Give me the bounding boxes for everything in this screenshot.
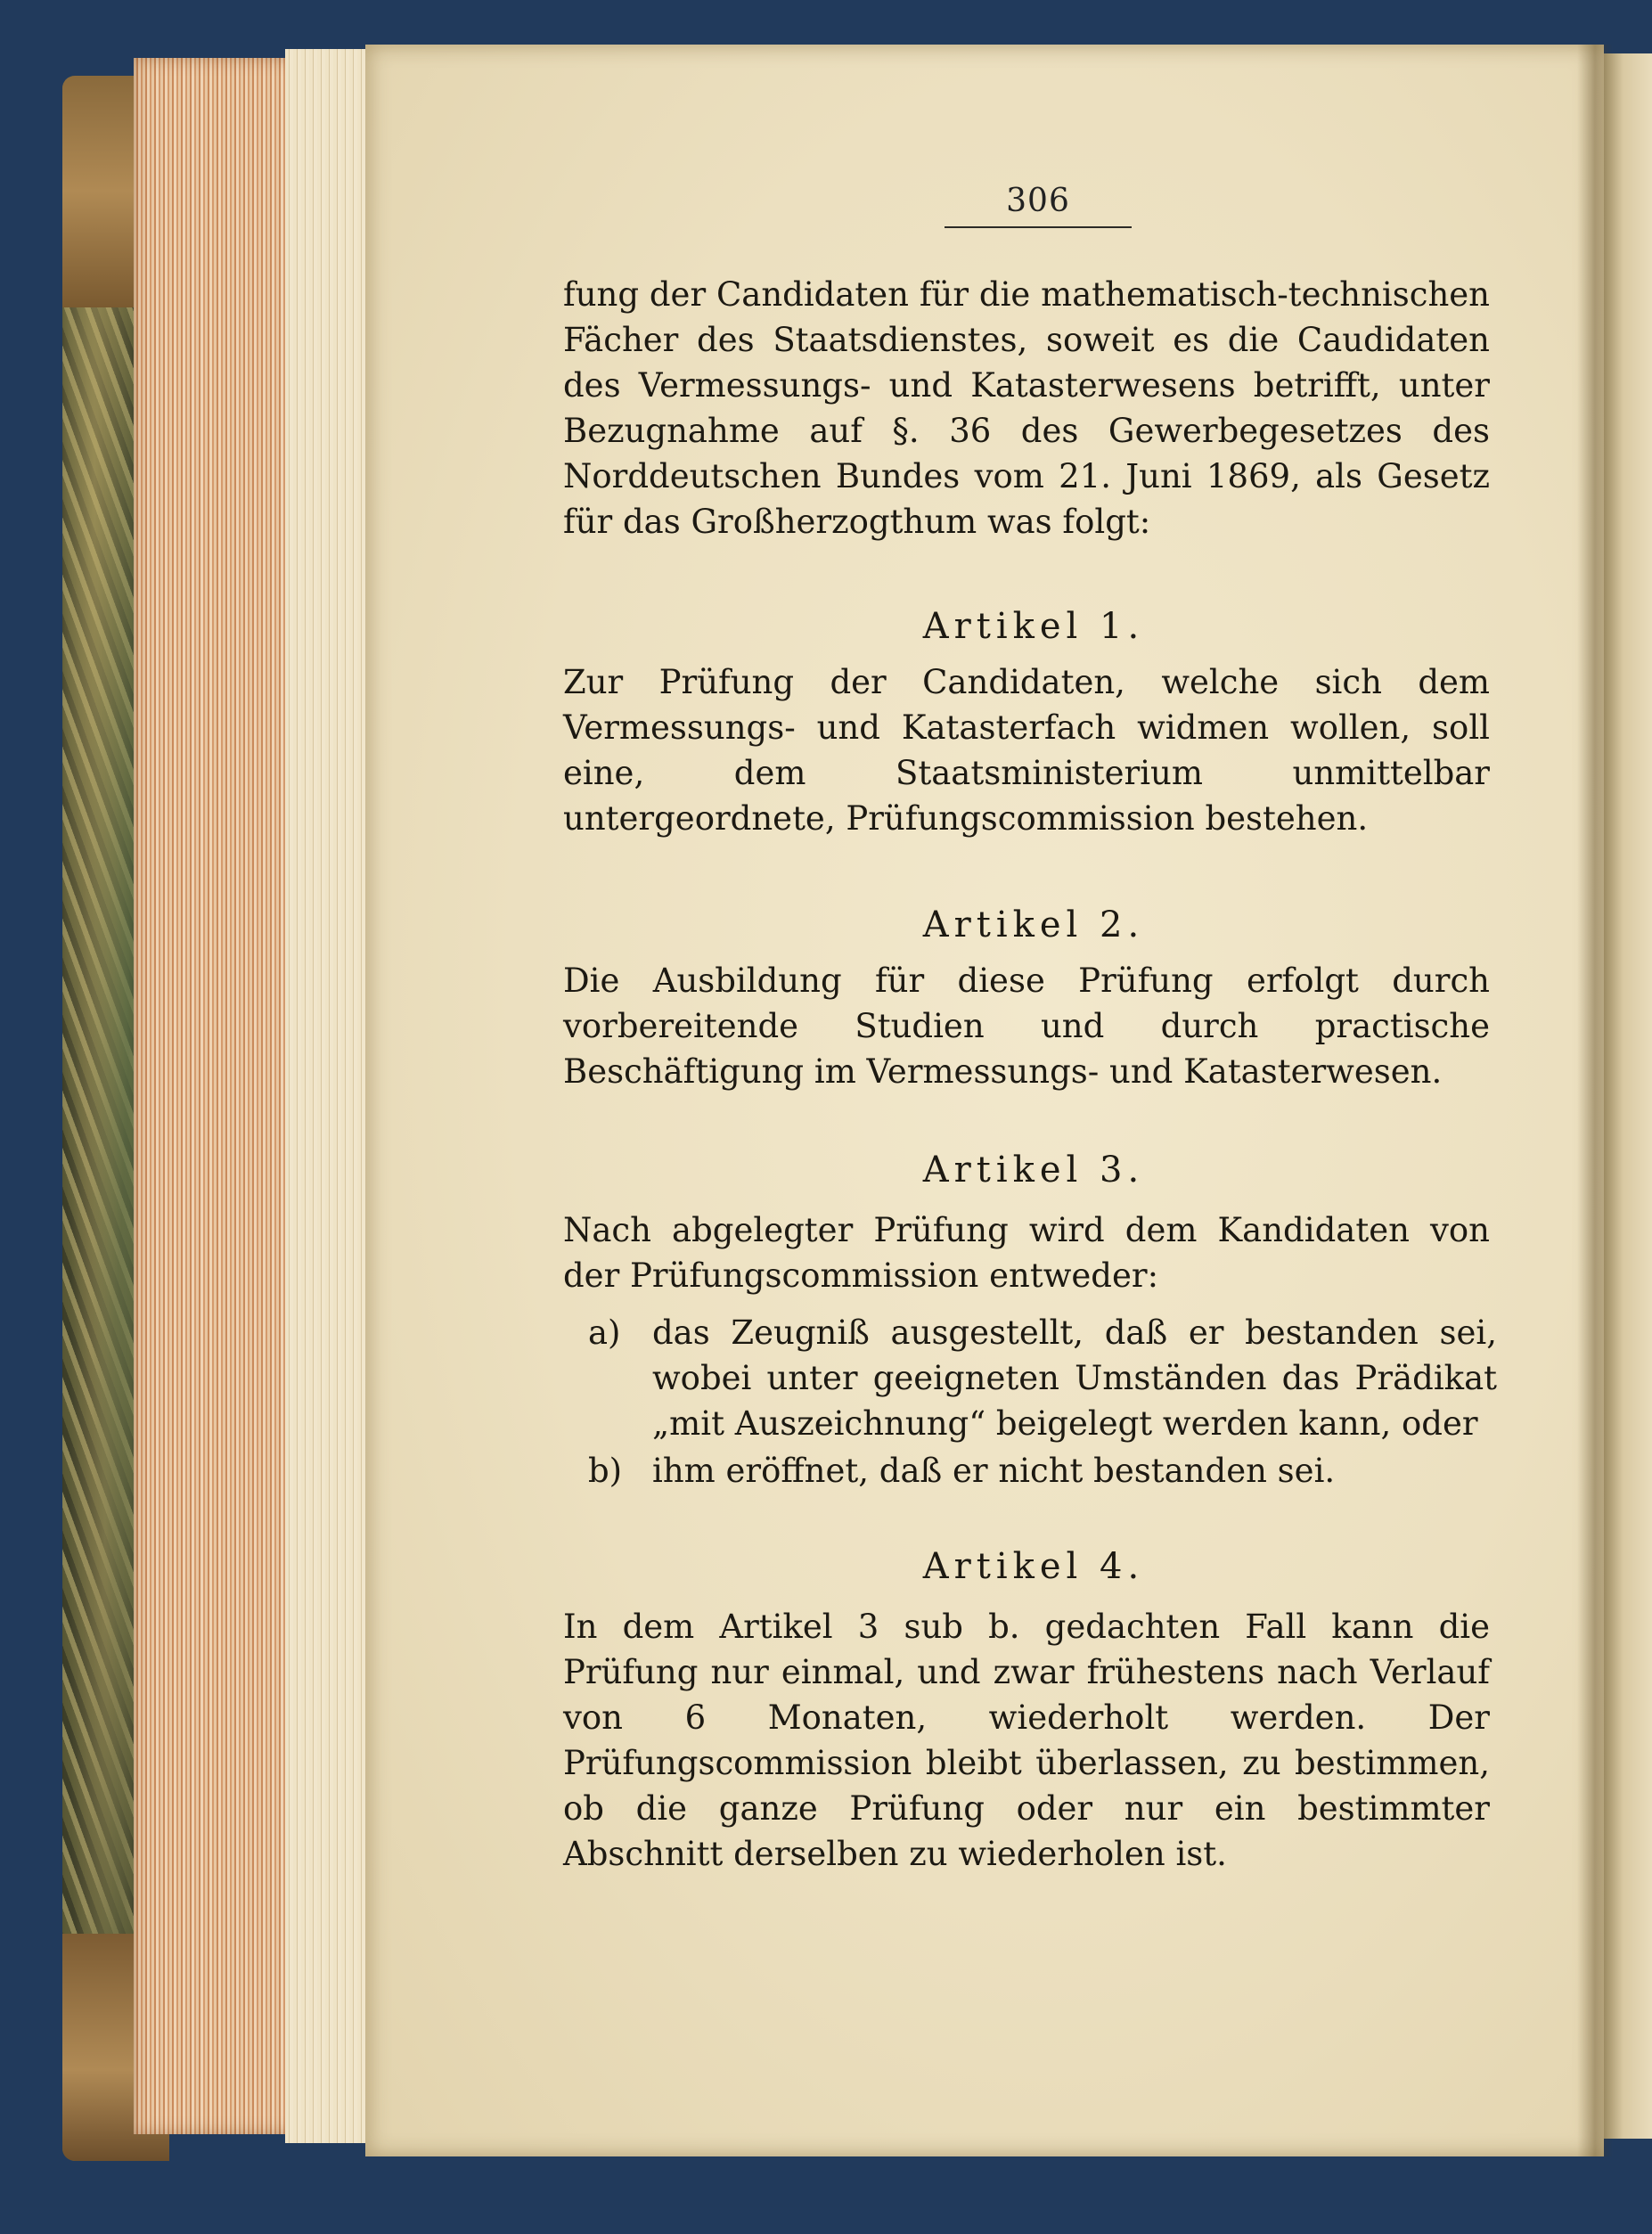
intro-paragraph: fung der Candidaten für die mathematisch-technischen Fächer des Staatsdienstes, soweit es die Caudidaten des Vermessungs- und Katasterwesens betrifft, unter Bezugnahme auf §. 36 des Gewerbegesetzes des Norddeutschen Bundes vom 21. Juni 1869, als Gesetz für das Großherzogthum was folgt: [563, 275, 1490, 541]
page-header [945, 183, 1132, 228]
facing-page-edge [1604, 53, 1652, 2139]
list-item-b [588, 1448, 1497, 1493]
list-item-a [588, 1310, 1497, 1446]
page-block-edges-inner [285, 49, 374, 2143]
article-2-text: Die Ausbildung für diese Prüfung erfolgt durch vorbereitende Studien und durch practische Beschäftigung im Vermessungs- und Katasterwesen. [563, 962, 1490, 1091]
list-item-text: ihm eröffnet, daß er nicht bestanden sei. [652, 1452, 1336, 1490]
header-rule [945, 226, 1132, 228]
article-2-heading: Artikel 2. [922, 904, 1145, 945]
article-1-text: Zur Prüfung der Candidaten, welche sich dem Vermessungs- und Katasterfach widmen wollen, soll eine, dem Staatsministerium unmittelbar untergeordnete, Prüfungscommission bestehen. [563, 663, 1490, 838]
page-number: 306 [1006, 183, 1070, 219]
article-4-heading: Artikel 4. [922, 1546, 1145, 1587]
list-marker: a) [588, 1313, 621, 1352]
list-item-text: das Zeugniß ausgestellt, daß er bestanden sei, wobei unter geeigneten Umständen das Prädikat „mit Auszeichnung“ beigelegt werden kann, oder [652, 1313, 1497, 1443]
article-3-heading: Artikel 3. [922, 1150, 1145, 1191]
article-3-text: Nach abgelegter Prüfung wird dem Kandidaten von der Prüfungscommission entweder: [563, 1211, 1490, 1295]
article-4-text: In dem Artikel 3 sub b. gedachten Fall kann die Prüfung nur einmal, und zwar frühestens nach Verlauf von 6 Monaten, wiederholt werden. Der Prüfungscommission bleibt überlassen, zu bestimmen, ob die ganze Prüfung oder nur ein bestimmter Abschnitt derselben zu wiederholen ist. [563, 1608, 1490, 1873]
article-1-heading: Artikel 1. [922, 606, 1145, 647]
list-marker: b) [588, 1452, 623, 1490]
